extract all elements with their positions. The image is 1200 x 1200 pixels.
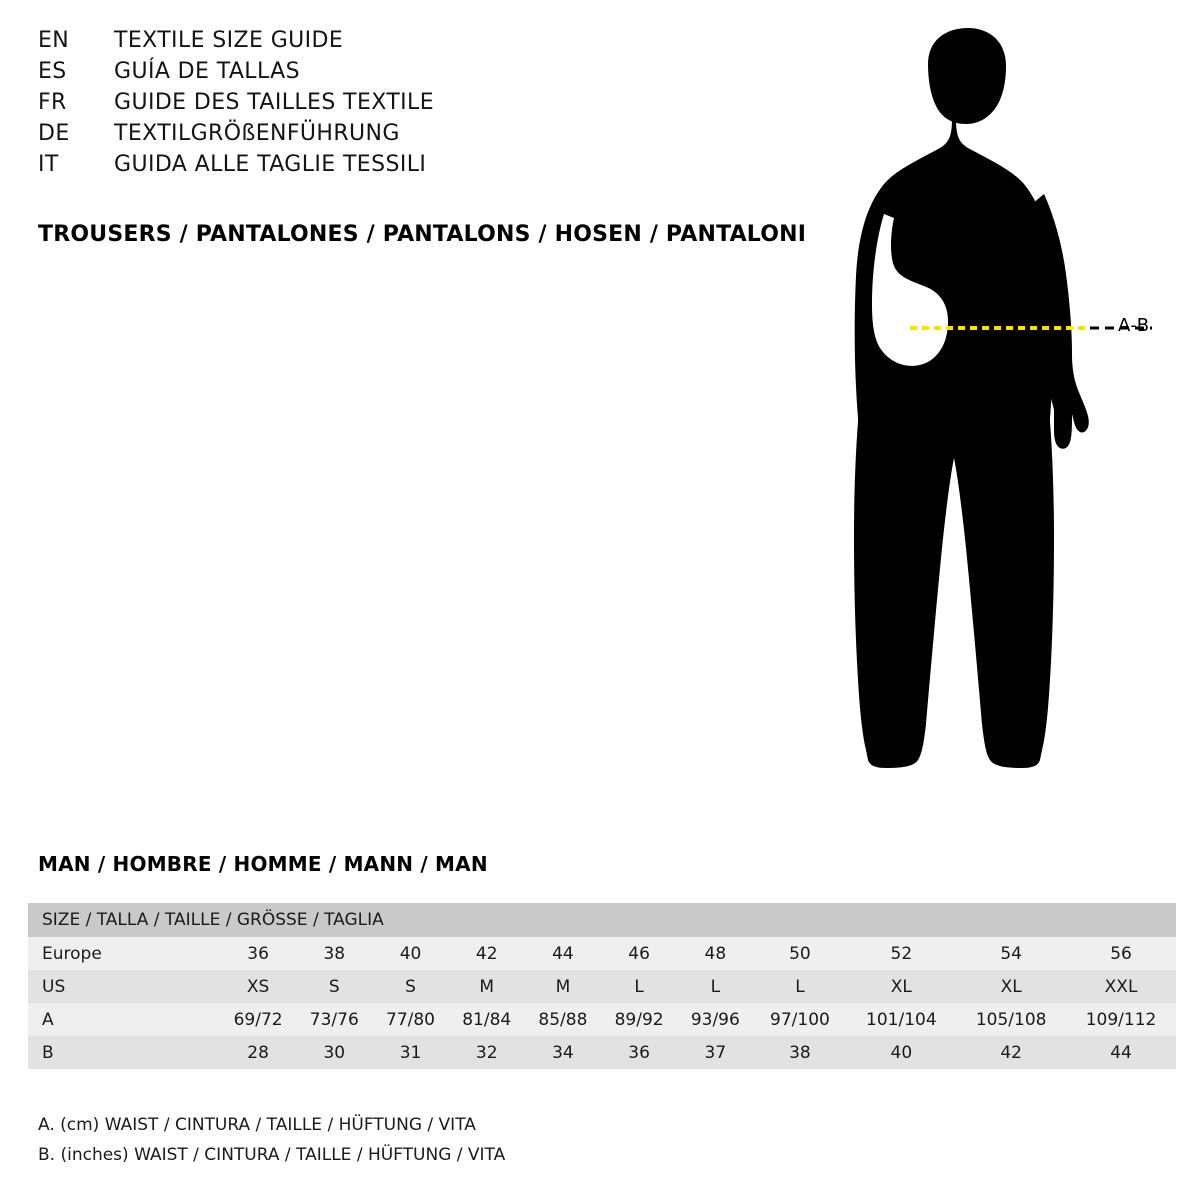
language-title: TEXTILE SIZE GUIDE: [114, 28, 344, 53]
table-cell: S: [296, 970, 372, 1003]
table-cell: 69/72: [220, 1003, 296, 1036]
table-cell: XL: [956, 970, 1066, 1003]
table-cell: 89/92: [601, 1003, 677, 1036]
size-table-wrap: [28, 903, 1176, 1069]
table-cell: 34: [525, 1036, 601, 1069]
table-cell: 36: [601, 1036, 677, 1069]
table-cell: 52: [846, 937, 956, 970]
language-row: [38, 121, 798, 152]
table-cell: 31: [372, 1036, 448, 1069]
table-cell: 38: [753, 1036, 846, 1069]
language-code: FR: [38, 90, 67, 115]
table-cell: 81/84: [449, 1003, 525, 1036]
language-row: [38, 152, 798, 183]
row-label: B: [28, 1036, 220, 1069]
table-cell: 73/76: [296, 1003, 372, 1036]
language-row: [38, 90, 798, 121]
table-cell: 54: [956, 937, 1066, 970]
table-cell: 56: [1066, 937, 1176, 970]
table-cell: 48: [677, 937, 753, 970]
table-header-row: [28, 903, 1176, 937]
table-row: [28, 937, 1176, 970]
row-label: A: [28, 1003, 220, 1036]
table-cell: 101/104: [846, 1003, 956, 1036]
table-cell: M: [525, 970, 601, 1003]
language-row: [38, 59, 798, 90]
row-label: US: [28, 970, 220, 1003]
table-row: [28, 1036, 1176, 1069]
language-title: GUIDE DES TAILLES TEXTILE: [114, 90, 435, 115]
table-cell: 44: [1066, 1036, 1176, 1069]
language-code: ES: [38, 59, 67, 84]
table-row: [28, 970, 1176, 1003]
language-code: DE: [38, 121, 70, 146]
table-cell: 109/112: [1066, 1003, 1176, 1036]
table-cell: 77/80: [372, 1003, 448, 1036]
table-cell: XL: [846, 970, 956, 1003]
garment-type-heading: TROUSERS / PANTALONES / PANTALONS / HOSEN / PANTALONI: [38, 222, 807, 247]
table-cell: L: [601, 970, 677, 1003]
table-cell: L: [677, 970, 753, 1003]
table-cell: L: [753, 970, 846, 1003]
table-cell: 36: [220, 937, 296, 970]
table-cell: 50: [753, 937, 846, 970]
table-cell: 42: [956, 1036, 1066, 1069]
gender-section-title: MAN / HOMBRE / HOMME / MANN / MAN: [38, 852, 488, 876]
language-title-list: [38, 28, 798, 183]
language-title: TEXTILGRÖßENFÜHRUNG: [114, 121, 400, 146]
table-cell: M: [449, 970, 525, 1003]
table-cell: 85/88: [525, 1003, 601, 1036]
table-cell: 42: [449, 937, 525, 970]
language-title: GUIDA ALLE TAGLIE TESSILI: [114, 152, 427, 177]
table-cell: 46: [601, 937, 677, 970]
table-cell: 37: [677, 1036, 753, 1069]
size-table: [28, 903, 1176, 1069]
footnote-a: A. (cm) WAIST / CINTURA / TAILLE / HÜFTUNG / VITA: [38, 1115, 476, 1135]
language-code: IT: [38, 152, 59, 177]
table-cell: XXL: [1066, 970, 1176, 1003]
table-cell: 93/96: [677, 1003, 753, 1036]
row-label: Europe: [28, 937, 220, 970]
table-cell: 28: [220, 1036, 296, 1069]
language-row: [38, 28, 798, 59]
table-title-cell: SIZE / TALLA / TAILLE / GRÖSSE / TAGLIA: [28, 903, 1176, 937]
table-cell: 40: [372, 937, 448, 970]
table-cell: 38: [296, 937, 372, 970]
table-cell: 44: [525, 937, 601, 970]
language-code: EN: [38, 28, 70, 53]
table-row: [28, 1003, 1176, 1036]
table-cell: 97/100: [753, 1003, 846, 1036]
table-cell: 32: [449, 1036, 525, 1069]
table-cell: 40: [846, 1036, 956, 1069]
table-cell: S: [372, 970, 448, 1003]
man-silhouette-figure: [800, 18, 1200, 808]
measure-label-ab: A-B: [1118, 315, 1150, 336]
table-cell: XS: [220, 970, 296, 1003]
table-cell: 105/108: [956, 1003, 1066, 1036]
footnote-b: B. (inches) WAIST / CINTURA / TAILLE / HÜFTUNG / VITA: [38, 1145, 506, 1165]
silhouette-icon: [854, 28, 1089, 768]
footnotes: [38, 1110, 505, 1170]
table-cell: 30: [296, 1036, 372, 1069]
language-title: GUÍA DE TALLAS: [114, 59, 300, 84]
